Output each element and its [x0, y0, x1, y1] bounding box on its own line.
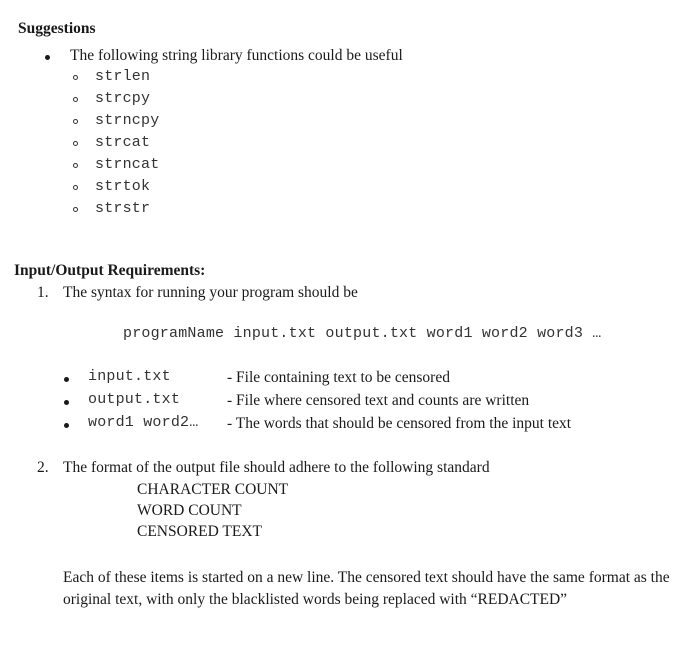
- suggestions-heading: Suggestions: [18, 20, 96, 37]
- suggestions-intro: The following string library functions could be useful: [70, 47, 403, 64]
- function-item: strncat: [95, 156, 160, 173]
- argument-description: - File where censored text and counts are written: [227, 392, 530, 409]
- item1-text: The syntax for running your program should be: [63, 284, 358, 301]
- circle-bullet-icon: [73, 207, 78, 212]
- argument-name: word1 word2…: [88, 414, 199, 431]
- item2-text: The format of the output file should adhere to the following standard: [63, 459, 490, 476]
- io-heading: Input/Output Requirements:: [14, 262, 206, 279]
- function-item: strlen: [95, 68, 151, 85]
- format-line: CENSORED TEXT: [137, 523, 263, 540]
- circle-bullet-icon: [73, 141, 78, 146]
- output-format-paragraph: Each of these items is started on a new line. The censored text should have the same format as the original text, with only the blacklisted words being replaced with “REDACTED”: [63, 569, 670, 608]
- circle-bullet-icon: [73, 97, 78, 102]
- format-line: CHARACTER COUNT: [137, 481, 289, 498]
- argument-name: output.txt: [88, 391, 181, 408]
- bullet-icon: [64, 423, 69, 428]
- circle-bullet-icon: [73, 163, 78, 168]
- item1-number: 1.: [37, 284, 49, 301]
- argument-description: - File containing text to be censored: [227, 369, 450, 386]
- item2-number: 2.: [37, 459, 49, 476]
- argument-name: input.txt: [88, 368, 171, 385]
- bullet-icon: [64, 400, 69, 405]
- function-item: strncpy: [95, 112, 160, 129]
- command-line: programName input.txt output.txt word1 word2 word3 …: [123, 325, 602, 342]
- function-item: strcpy: [95, 90, 151, 107]
- format-line: WORD COUNT: [137, 502, 242, 519]
- bullet-icon: [45, 55, 50, 60]
- function-item: strstr: [95, 200, 151, 217]
- argument-description: - The words that should be censored from the input text: [227, 415, 572, 432]
- bullet-icon: [64, 377, 69, 382]
- function-item: strtok: [95, 178, 151, 195]
- circle-bullet-icon: [73, 75, 78, 80]
- circle-bullet-icon: [73, 185, 78, 190]
- circle-bullet-icon: [73, 119, 78, 124]
- function-item: strcat: [95, 134, 151, 151]
